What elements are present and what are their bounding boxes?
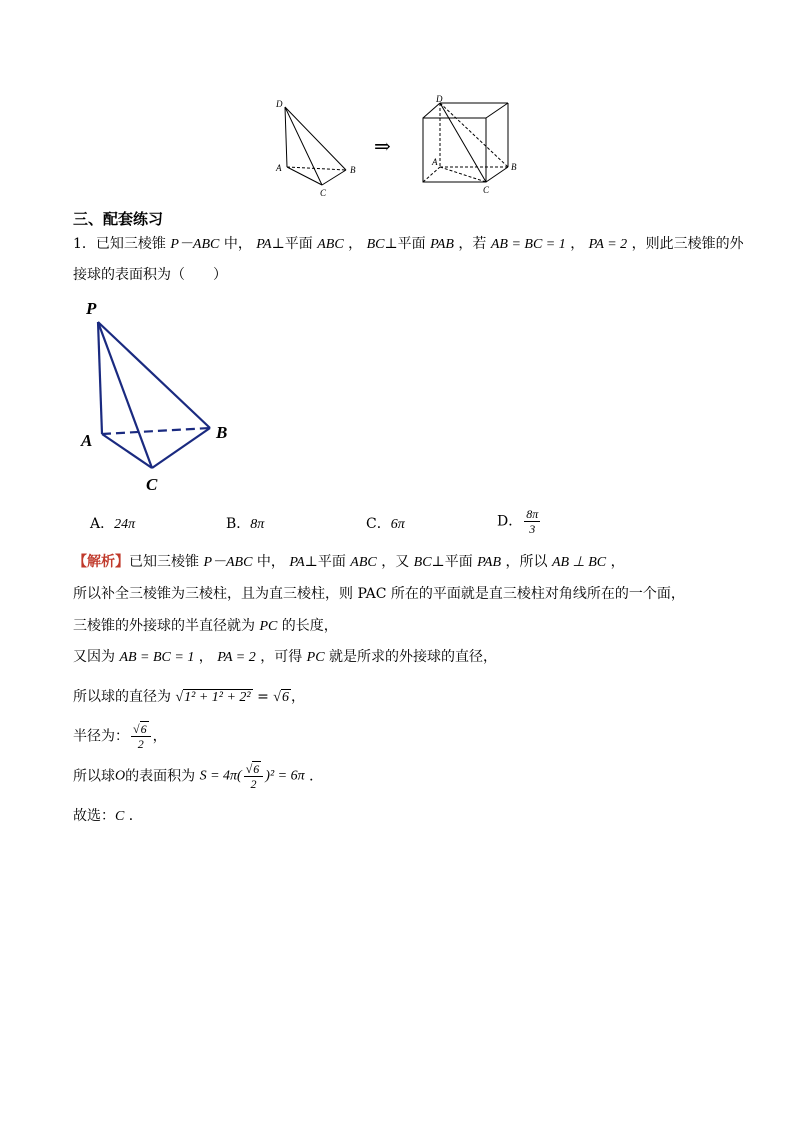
s3-text: 三棱锥的外接球的半直径就为 — [73, 618, 255, 634]
question-number: 1． — [73, 236, 96, 252]
s1-math: P－ABC — [203, 555, 253, 570]
option-letter: D． — [497, 513, 523, 530]
answer-letter: C — [115, 809, 125, 824]
s1-text: ⊥平面 — [304, 554, 346, 570]
s8-text: ． — [128, 808, 143, 824]
fraction-denominator: 2 — [137, 737, 144, 751]
s4-text: ， — [198, 649, 213, 665]
s1-text: ， — [610, 554, 625, 570]
q1-math: PAB — [430, 237, 454, 252]
s7-formula: )² = 6π — [265, 768, 305, 784]
s7-text: 所以球 — [73, 768, 115, 785]
option-d-fraction — [524, 507, 540, 536]
s1-math: PAB — [477, 555, 502, 570]
option-letter: B． — [226, 516, 251, 532]
radius-fraction: $\frac{√6}{2}$ — [131, 722, 151, 751]
pyramid-label-c: C — [146, 475, 158, 494]
cube-label-b: B — [511, 162, 517, 172]
pyramid-label-b: B — [216, 423, 228, 442]
fraction-denominator: 3 — [529, 522, 536, 536]
s4-text: 又因为 — [73, 649, 115, 665]
s1-math: AB ⊥ BC — [551, 555, 607, 570]
s7-fraction: $\frac{√6}{2}$ — [244, 762, 264, 791]
solution-line-6 — [73, 722, 167, 751]
option-value: 24π — [114, 517, 136, 532]
option-value: 6π — [390, 517, 405, 532]
cube-label-d: D — [436, 95, 443, 104]
s4-text: ，可得 — [260, 649, 303, 665]
solution-tag: 【解析】 — [73, 554, 129, 570]
option-value: 8π — [250, 517, 265, 532]
label-b: B — [350, 165, 356, 175]
s1-math: ABC — [350, 555, 377, 570]
s7-text: 的表面积为 — [125, 768, 196, 785]
option-letter: C． — [366, 516, 391, 532]
q1-text: ， — [570, 236, 585, 252]
s6-text: ， — [152, 728, 167, 745]
s1-text: ，所以 — [505, 554, 548, 570]
s7-text: ． — [309, 768, 324, 785]
s1-text: ，又 — [381, 554, 410, 570]
q1-math: AB = BC = 1 — [490, 237, 566, 252]
s1-text: ⊥平面 — [431, 554, 473, 570]
question-line-2: 接球的表面积为（ ） — [73, 267, 227, 283]
cube-figure — [418, 95, 523, 200]
s3-text: 的长度， — [281, 618, 338, 634]
tetrahedron-figure — [270, 95, 365, 200]
sqrt-expression: √1² + 1² + 2² — [175, 690, 251, 705]
pyramid-figure — [72, 298, 237, 496]
s1-math: BC — [413, 555, 432, 570]
s7-formula: S = 4π( — [199, 768, 242, 784]
s8-text: 故选： — [73, 808, 115, 824]
solution-line-4 — [73, 648, 497, 667]
s4-text: 就是所求的外接球的直径， — [329, 649, 497, 665]
q1-text: 中， — [223, 236, 252, 252]
option-a[interactable] — [90, 515, 135, 534]
radicand: 1² + 1² + 2² — [184, 690, 251, 705]
q1-math: P－ABC — [170, 237, 220, 252]
s5-text: ， — [290, 689, 305, 705]
sqrt-result: 6 — [281, 690, 289, 705]
fraction-denominator: 2 — [250, 777, 257, 791]
fraction-numerator: 6 — [253, 762, 260, 776]
s5-text: 所以球的直径为 — [73, 689, 171, 705]
s1-math: PA — [289, 555, 305, 570]
label-a: A — [276, 163, 282, 173]
s4-math: AB = BC = 1 — [119, 650, 195, 665]
q1-text: ⊥平面 — [384, 236, 426, 252]
q1-text: ， — [348, 236, 363, 252]
s3-math: PC — [259, 619, 278, 634]
cube-label-c: C — [483, 185, 490, 195]
q1-math: BC — [366, 237, 385, 252]
solution-line-3 — [73, 617, 338, 636]
q1-math: PA — [256, 237, 272, 252]
fraction-numerator: 6 — [140, 722, 147, 736]
s1-text: 中， — [256, 554, 285, 570]
q1-math: PA = 2 — [588, 237, 628, 252]
s6-text: 半径为： — [73, 728, 129, 745]
option-d[interactable] — [497, 507, 542, 536]
q1-math: ABC — [317, 237, 344, 252]
option-letter: A． — [90, 516, 115, 532]
pyramid-label-a: A — [81, 431, 93, 450]
solution-line-2: 所以补全三棱锥为三棱柱，且为直三棱柱，则 PAC 所在的平面就是直三棱柱对角线所在的一个面， — [73, 586, 685, 602]
option-c[interactable] — [366, 515, 405, 534]
cube-label-a: A — [432, 157, 438, 167]
equals-sign: = — [257, 689, 269, 705]
s4-math: PC — [306, 650, 325, 665]
solution-line-1 — [73, 553, 625, 572]
s1-text: 已知三棱锥 — [129, 554, 199, 570]
implies-arrow: ⇒ — [374, 134, 391, 158]
question-line-1 — [73, 235, 744, 254]
solution-line-5: 所以球的直径为 √1² + 1² + 2² = √6 ， — [73, 689, 305, 705]
q1-text: ，则此三棱锥的外 — [631, 236, 744, 252]
pyramid-label-p: P — [86, 299, 97, 318]
q1-text: ⊥平面 — [271, 236, 313, 252]
solution-line-8 — [73, 807, 143, 826]
label-c: C — [320, 188, 327, 198]
s4-math: PA = 2 — [217, 650, 256, 665]
section-title: 三、配套练习 — [73, 210, 164, 228]
option-b[interactable] — [226, 515, 264, 534]
q1-text: 已知三棱锥 — [95, 236, 166, 252]
s7-math: O — [115, 768, 126, 784]
label-d: D — [276, 99, 283, 109]
q1-text: ，若 — [458, 236, 487, 252]
solution-line-7 — [73, 762, 323, 791]
fraction-numerator: 8π — [526, 507, 539, 521]
